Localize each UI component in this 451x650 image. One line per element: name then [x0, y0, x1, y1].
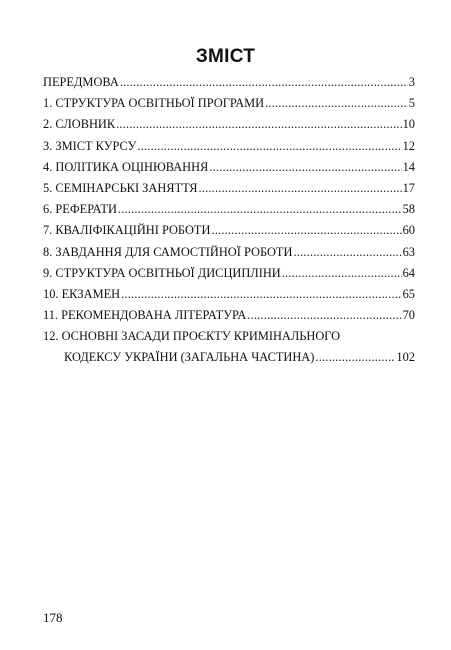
toc-entry-page: 14: [402, 159, 415, 174]
toc-entry-assessment-policy[interactable]: [43, 159, 415, 175]
dot-leader: [118, 201, 402, 217]
toc-entry-label: 11. РЕКОМЕНДОВАНА ЛІТЕРАТУРА: [43, 308, 247, 323]
toc-entry-qualification-works[interactable]: [43, 222, 415, 238]
dot-leader: [209, 159, 401, 175]
toc-entry-page: 58: [402, 202, 415, 217]
toc-entry-page: 12: [402, 138, 415, 153]
toc-entry-preface[interactable]: [43, 74, 415, 90]
toc-entry-page: 10: [402, 117, 415, 132]
toc-entry-criminal-code-draft[interactable]: [43, 328, 415, 365]
toc-entry-exam[interactable]: [43, 286, 415, 302]
dot-leader: [211, 222, 401, 238]
toc-entry-label: 10. ЕКЗАМЕН: [43, 286, 121, 301]
toc-entry-label-line2: КОДЕКСУ УКРАЇНИ (ЗАГАЛЬНА ЧАСТИНА): [64, 350, 315, 365]
dot-leader: [198, 180, 401, 196]
dot-leader: [120, 74, 408, 90]
toc-entry-label: 2. СЛОВНИК: [43, 117, 116, 132]
toc-entry-label-line1: 12. ОСНОВНІ ЗАСАДИ ПРОЄКТУ КРИМІНАЛЬНОГО: [43, 329, 341, 344]
toc-entry-course-content[interactable]: [43, 138, 415, 154]
dot-leader: [116, 116, 401, 132]
toc-entry-essays[interactable]: [43, 201, 415, 217]
toc-entry-discipline-structure[interactable]: [43, 265, 415, 281]
toc-entry-page: 3: [408, 75, 415, 89]
toc-entry-page: 64: [402, 265, 415, 280]
dot-leader: [282, 265, 402, 281]
toc-entry-label: 8. ЗАВДАННЯ ДЛЯ САМОСТІЙНОЇ РОБОТИ: [43, 244, 293, 259]
page-number: 178: [43, 610, 63, 625]
toc-entry-program-structure[interactable]: [43, 95, 415, 111]
toc-entry-independent-work[interactable]: [43, 244, 415, 260]
toc-entry-page: 70: [402, 308, 415, 323]
dot-leader: [293, 244, 401, 260]
toc-entry-page: 102: [396, 350, 415, 365]
toc-entry-seminars[interactable]: [43, 180, 415, 196]
toc-entry-label: ПЕРЕДМОВА: [43, 75, 119, 89]
toc-entry-page: 5: [408, 96, 415, 111]
toc-entry-label: 6. РЕФЕРАТИ: [43, 202, 117, 217]
toc-entry-page: 63: [402, 244, 415, 259]
toc-entry-label: 7. КВАЛІФІКАЦІЙНІ РОБОТИ: [43, 223, 211, 238]
toc-entry-label: 4. ПОЛІТИКА ОЦІНЮВАННЯ: [43, 159, 209, 174]
dot-leader: [265, 95, 408, 111]
toc-entry-label: 3. ЗМІСТ КУРСУ: [43, 138, 137, 153]
toc-entry-page: 65: [402, 286, 415, 301]
dot-leader: [137, 138, 401, 154]
page-title: ЗМІСТ: [195, 46, 256, 67]
toc-entry-page: 17: [402, 180, 415, 195]
toc-entry-label: 1. СТРУКТУРА ОСВІТНЬОЇ ПРОГРАМИ: [43, 96, 265, 111]
dot-leader: [315, 349, 395, 365]
dot-leader: [121, 286, 402, 302]
toc-entry-label: 9. СТРУКТУРА ОСВІТНЬОЇ ДИСЦИПЛІНИ: [43, 265, 281, 280]
dot-leader: [247, 307, 401, 323]
toc-entry-page: 60: [402, 223, 415, 238]
toc-entry-label: 5. СЕМІНАРСЬКІ ЗАНЯТТЯ: [43, 180, 198, 195]
toc-entry-recommended-literature[interactable]: [43, 307, 415, 323]
table-of-contents: [43, 74, 415, 371]
toc-entry-glossary[interactable]: [43, 116, 415, 132]
